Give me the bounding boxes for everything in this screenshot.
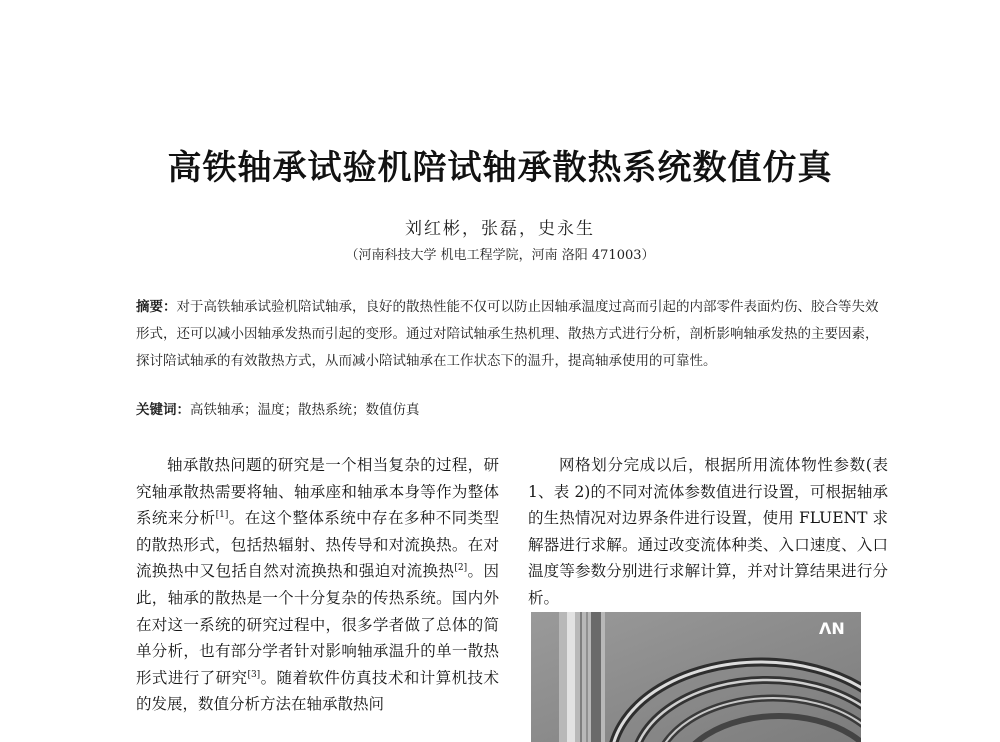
- intro-text-3: 。因此，轴承的散热是一个十分复杂的传热系统。国内外在对这一系统的研究过程中，很多学者做了总体的简单分析，也有部分学者针对影响轴承温升的单一散热形式进行了研究: [136, 562, 499, 687]
- abstract: [136, 294, 886, 375]
- intro-text-2: 。在这个整体系统中存在多种不同类型的散热形式，包括热辐射、热传导和对流换热。在对流换热中又包括自然对流换热和强迫对流换热: [136, 509, 499, 581]
- citation-1: [1]: [215, 510, 229, 521]
- keywords-text: 高铁轴承；温度；散热系统；数值仿真: [190, 402, 420, 418]
- citation-3: [3]: [247, 669, 261, 680]
- citation-2: [2]: [454, 563, 468, 574]
- abstract-label: 摘要：: [136, 299, 177, 315]
- shaft-highlight: [567, 612, 575, 742]
- body-column-left: [136, 452, 499, 735]
- keywords: [136, 398, 886, 422]
- software-logo: ΛN: [819, 619, 845, 638]
- intro-text-1: 轴承散热问题的研究是一个相当复杂的过程，研究轴承散热需要将轴、轴承座和轴承本身等作为整体系统来分析: [136, 456, 499, 528]
- author-list: 刘红彬，张磊，史永生: [405, 219, 595, 239]
- shaft-shadow: [591, 612, 601, 742]
- method-paragraph: 网格划分完成以后，根据所用流体物性参数(表 1、表 2)的不同对流体参数值进行设置，可根据轴承的生热情况对边界条件进行设置，使用 FLUENT 求解器进行求解。通过改变流体种类、入口速度、入口温度等参数分别进行求解计算，并对计算结果进行分析。: [528, 456, 888, 607]
- paper-title: 高铁轴承试验机陪试轴承散热系统数值仿真: [167, 148, 833, 188]
- intro-text-4: 。随着软件仿真技术和计算机技术的发展，数值分析方法在轴承散热问: [136, 668, 499, 714]
- affiliation: （河南科技大学 机电工程学院，河南 洛阳 471003）: [345, 248, 655, 263]
- simulation-figure: [531, 612, 861, 742]
- bearing-mesh-image: [531, 612, 861, 742]
- abstract-text: 对于高铁轴承试验机陪试轴承，良好的散热性能不仅可以防止因轴承温度过高而引起的内部零件表面灼伤、胶合等失效形式，还可以减小因轴承发热而引起的变形。通过对陪试轴承生热机理、散热方式进行分析，剖析影响轴承发热的主要因素，探讨陪试轴承的有效散热方式，从而减小陪试轴承在工作状态下的温升，提高轴承使用的可靠性。: [136, 299, 879, 369]
- intro-paragraph: [136, 452, 499, 718]
- body-column-right: [528, 452, 888, 612]
- keywords-label: 关键词：: [136, 402, 190, 418]
